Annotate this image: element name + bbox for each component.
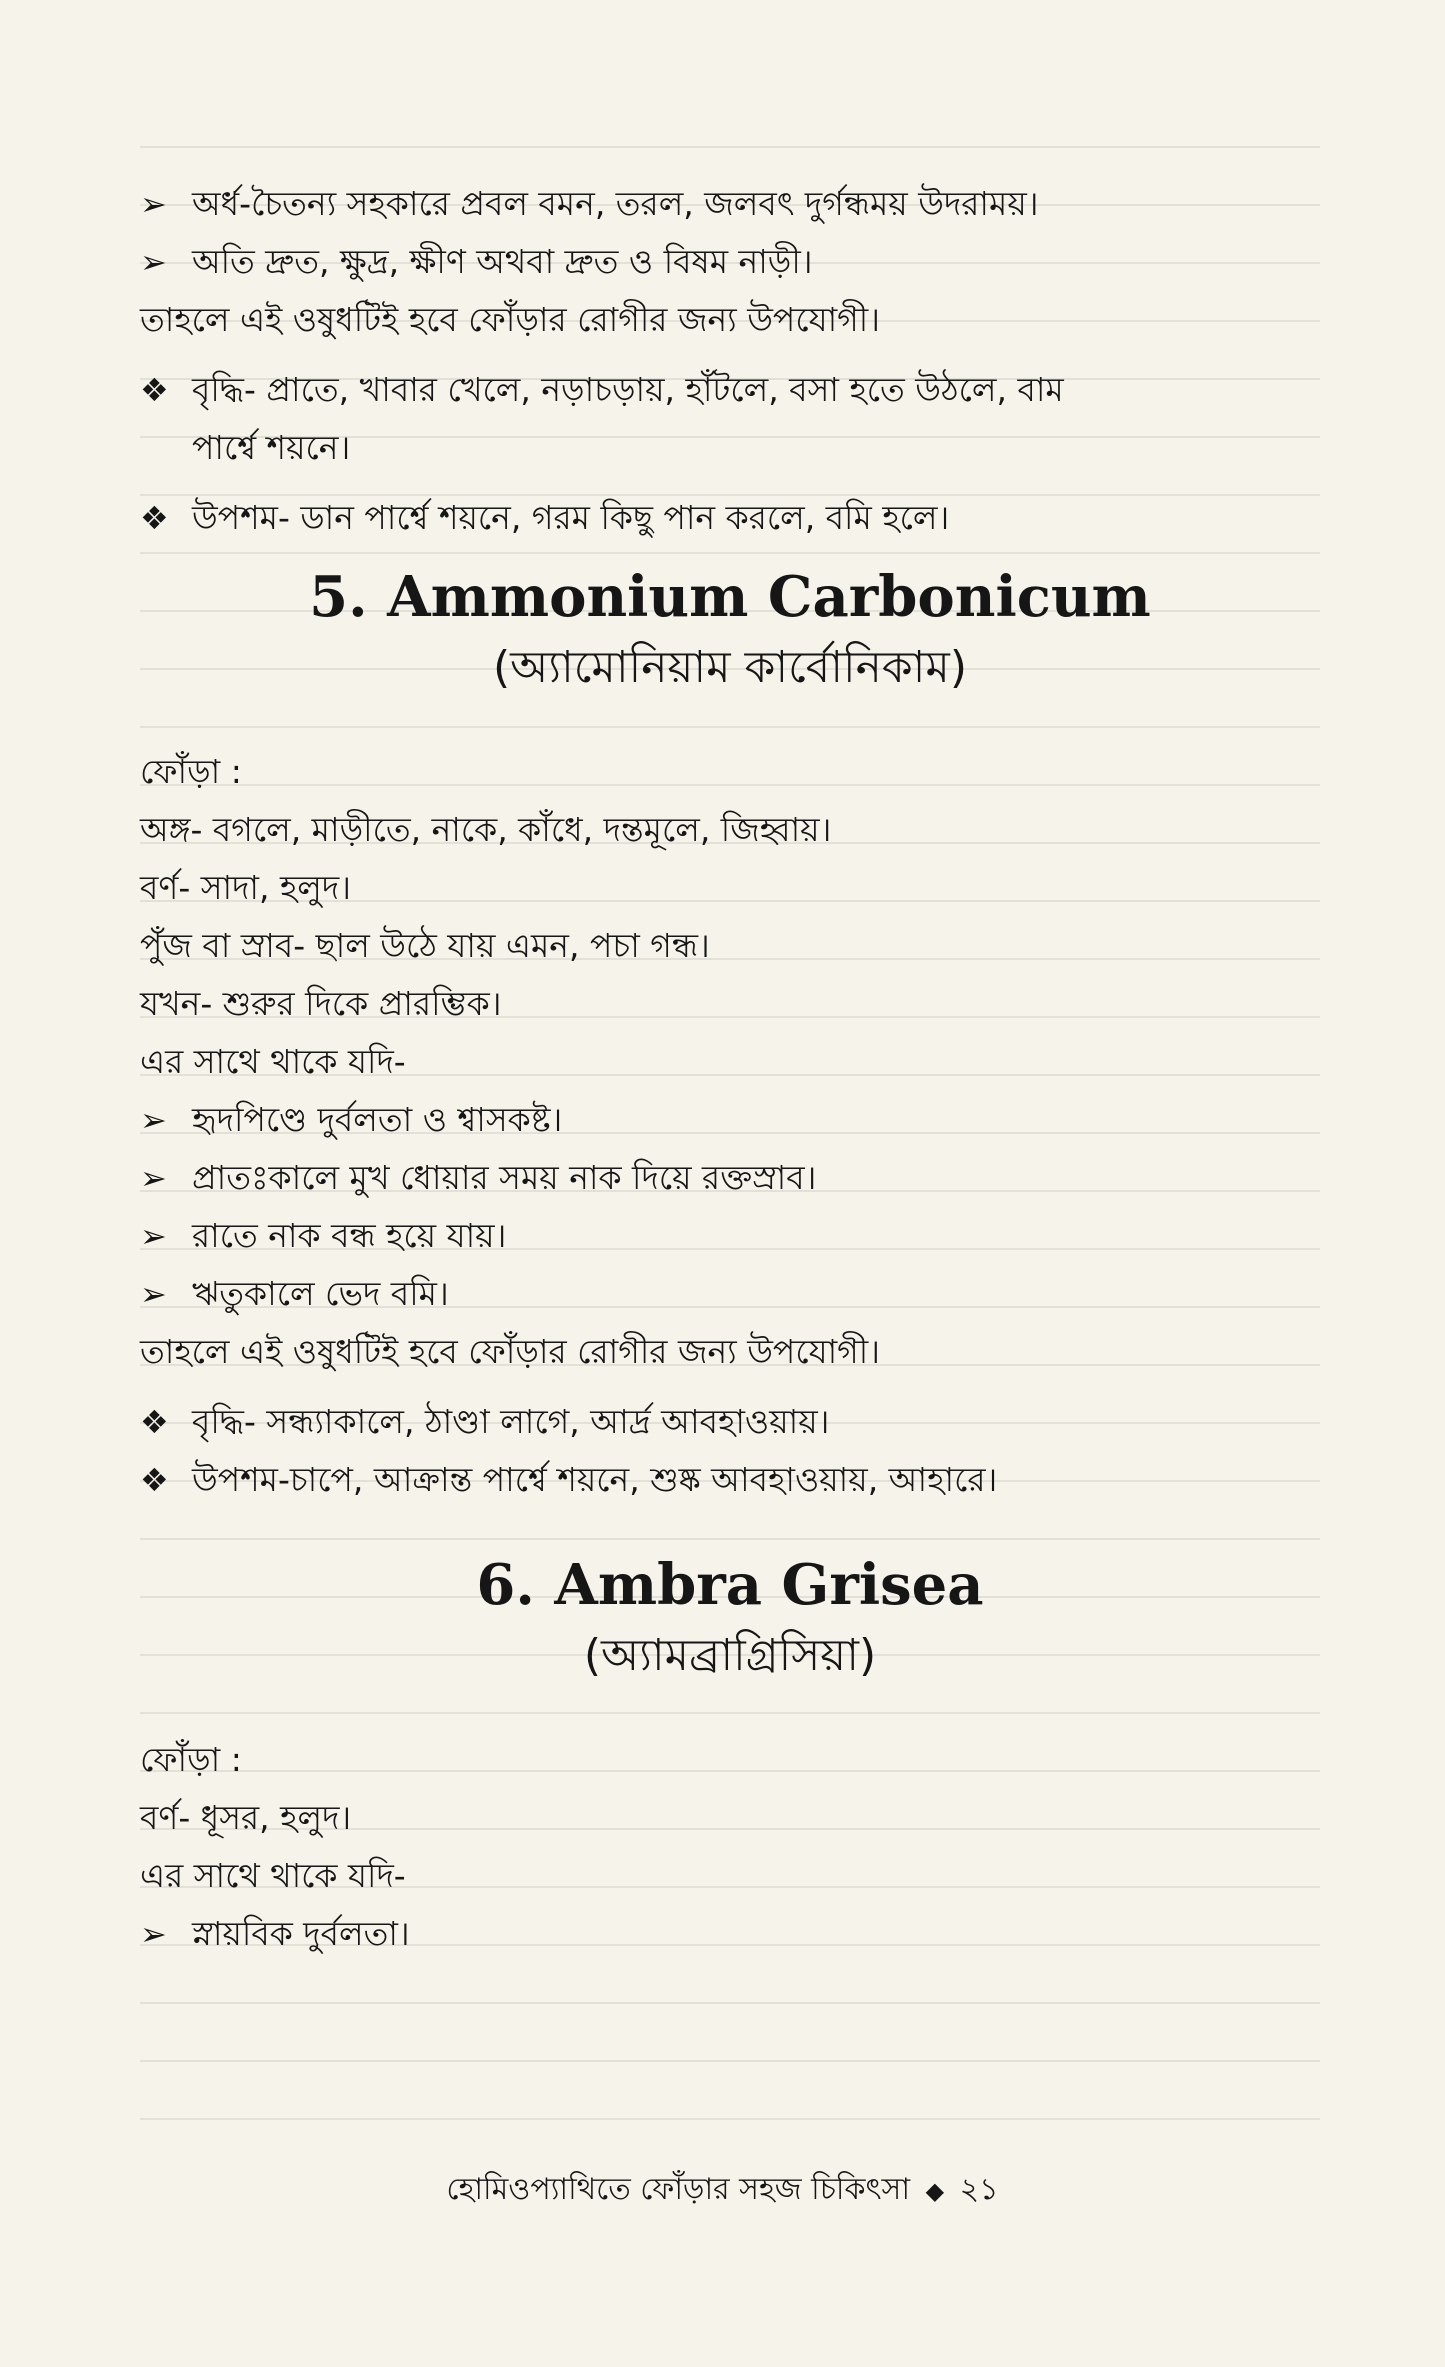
book-title: হোমিওপ্যাথিতে ফোঁড়ার সহজ চিকিৎসা bbox=[446, 2172, 911, 2207]
bullet-item bbox=[140, 1091, 1320, 1149]
info-line: পুঁজ বা স্রাব- ছাল উঠে যায় এমন, পচা গন্ধ। bbox=[140, 926, 710, 965]
bullet-item bbox=[140, 175, 1320, 233]
bullet-text: অর্ধ-চৈতন্য সহকারে প্রবল বমন, তরল, জলবৎ দুর্গন্ধময় উদরাময়। bbox=[192, 184, 1039, 223]
info-line: বর্ণ- ধূসর, হলুদ। bbox=[140, 1798, 352, 1837]
arrow-bullet-icon bbox=[140, 1265, 192, 1323]
amelioration-text: উপশম- ডান পার্শ্বে শয়নে, গরম কিছু পান করলে, বমি হলে। bbox=[192, 498, 950, 537]
diamond-bullet-icon bbox=[140, 1393, 192, 1451]
info-line: বর্ণ- সাদা, হলুদ। bbox=[140, 868, 352, 907]
remedy-subtitle: (অ্যামব্রাগ্রিসিয়া) bbox=[583, 1630, 877, 1681]
bullet-item bbox=[140, 1905, 1320, 1963]
arrow-bullet-icon bbox=[140, 1207, 192, 1265]
diamond-bullet-icon bbox=[140, 489, 192, 547]
bullet-text: স্নায়বিক দুর্বলতা। bbox=[192, 1914, 410, 1953]
modality-item bbox=[140, 1393, 1320, 1451]
page-number: ২১ bbox=[959, 2172, 999, 2207]
arrow-bullet-icon bbox=[140, 1091, 192, 1149]
conclusion-text: তাহলে এই ওষুধটিই হবে ফোঁড়ার রোগীর জন্য উপযোগী। bbox=[140, 1332, 881, 1371]
page-footer bbox=[0, 2170, 1445, 2211]
bullet-item bbox=[140, 1149, 1320, 1207]
bullet-text: প্রাতঃকালে মুখ ধোয়ার সময় নাক দিয়ে রক্তস্রাব। bbox=[192, 1158, 817, 1197]
section-heading: ফোঁড়া : bbox=[140, 752, 242, 791]
diamond-bullet-icon bbox=[140, 1451, 192, 1509]
info-line: এর সাথে থাকে যদি- bbox=[140, 1042, 406, 1081]
amelioration-text: উপশম-চাপে, আক্রান্ত পার্শ্বে শয়নে, শুষ্ক আবহাওয়ায়, আহারে। bbox=[192, 1460, 998, 1499]
aggravation-text: বৃদ্ধি- প্রাতে, খাবার খেলে, নড়াচড়ায়, হাঁটলে, বসা হতে উঠলে, বাম bbox=[192, 370, 1064, 409]
modality-item bbox=[140, 489, 1320, 547]
remedy-subtitle: (অ্যামোনিয়াম কার্বোনিকাম) bbox=[492, 642, 968, 693]
page-content bbox=[140, 175, 1320, 1963]
info-line: যখন- শুরুর দিকে প্রারম্ভিক। bbox=[140, 984, 502, 1023]
diamond-bullet-icon bbox=[140, 361, 192, 419]
arrow-bullet-icon bbox=[140, 1149, 192, 1207]
bullet-text: অতি দ্রুত, ক্ষুদ্র, ক্ষীণ অথবা দ্রুত ও বিষম নাড়ী। bbox=[192, 242, 813, 281]
bullet-text: রাতে নাক বন্ধ হয়ে যায়। bbox=[192, 1216, 507, 1255]
conclusion-text: তাহলে এই ওষুধটিই হবে ফোঁড়ার রোগীর জন্য উপযোগী। bbox=[140, 300, 881, 339]
bullet-text: ঋতুকালে ভেদ বমি। bbox=[192, 1274, 449, 1313]
aggravation-text: বৃদ্ধি- সন্ধ্যাকালে, ঠাণ্ডা লাগে, আর্দ্র আবহাওয়ায়। bbox=[192, 1402, 830, 1441]
diamond-separator-icon: ◆ bbox=[925, 2177, 945, 2205]
section-heading: ফোঁড়া : bbox=[140, 1740, 242, 1779]
info-line: এর সাথে থাকে যদি- bbox=[140, 1856, 406, 1895]
remedy-title: 6. Ambra Grisea bbox=[476, 1552, 984, 1618]
info-line: অঙ্গ- বগলে, মাড়ীতে, নাকে, কাঁধে, দন্তমূলে, জিহ্বায়। bbox=[140, 810, 832, 849]
modality-item bbox=[140, 1451, 1320, 1509]
bullet-item bbox=[140, 233, 1320, 291]
aggravation-text-continued: পার্শ্বে শয়নে। bbox=[192, 428, 351, 467]
bullet-item bbox=[140, 1207, 1320, 1265]
arrow-bullet-icon bbox=[140, 1905, 192, 1963]
arrow-bullet-icon bbox=[140, 233, 192, 291]
bullet-text: হৃদপিণ্ডে দুর্বলতা ও শ্বাসকষ্ট। bbox=[192, 1100, 563, 1139]
modality-item bbox=[140, 361, 1320, 419]
remedy-title: 5. Ammonium Carbonicum bbox=[309, 564, 1151, 630]
bullet-item bbox=[140, 1265, 1320, 1323]
arrow-bullet-icon bbox=[140, 175, 192, 233]
